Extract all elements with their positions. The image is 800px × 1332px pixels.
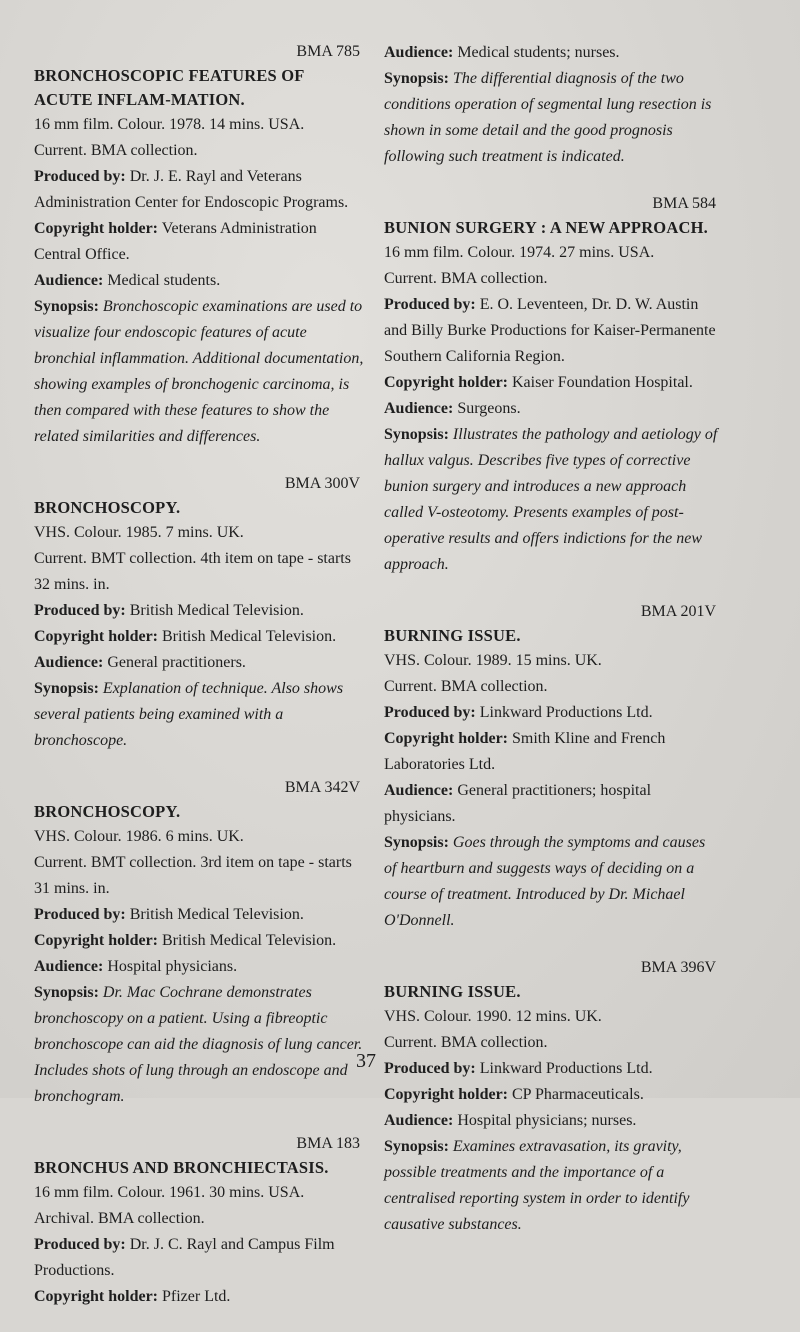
entry-availability: Current. BMA collection. <box>384 1034 548 1051</box>
synopsis-value: Dr. Mac Cochrane demonstrates bronchoscopy on a patient. Using a fibreoptic bronchoscope can aid the diagnosis of lung cancer. Includes shots of lung through an endoscope and bronchogram. <box>34 984 363 1105</box>
audience-value: Medical students. <box>107 272 221 289</box>
synopsis-label: Synopsis: <box>384 426 449 443</box>
produced-by-value: Linkward Productions Ltd. <box>479 704 653 721</box>
audience-label: Audience: <box>384 400 454 417</box>
copyright-label: Copyright holder: <box>34 932 158 949</box>
entry-audience <box>384 40 720 66</box>
entry-audience <box>34 650 364 676</box>
copyright-label: Copyright holder: <box>384 1086 508 1103</box>
entry-title: BUNION SURGERY : A NEW APPROACH. <box>384 218 708 237</box>
produced-by-label: Produced by: <box>384 296 476 313</box>
entry-format: VHS. Colour. 1985. 7 mins. UK. <box>34 524 244 541</box>
entry-title: BRONCHOSCOPIC FEATURES OF ACUTE INFLAM-MATION. <box>34 66 304 109</box>
entry-copyright <box>34 928 364 954</box>
produced-by-value: E. O. Leventeen, Dr. D. W. Austin and Billy Burke Productions for Kaiser-Permanente Southern California Region. <box>384 296 716 365</box>
entry-availability: Current. BMT collection. 3rd item on tape - starts 31 mins. in. <box>34 854 352 897</box>
entry-title: BRONCHOSCOPY. <box>34 498 181 517</box>
audience-label: Audience: <box>384 782 454 799</box>
entry-produced-by <box>384 700 720 726</box>
entry-audience <box>384 396 720 422</box>
copyright-label: Copyright holder: <box>384 374 508 391</box>
entry-synopsis <box>384 830 720 934</box>
copyright-value: Pfizer Ltd. <box>162 1288 231 1305</box>
entry-synopsis <box>384 422 720 578</box>
page-number: 37 <box>356 1050 376 1072</box>
copyright-value: Kaiser Foundation Hospital. <box>512 374 693 391</box>
synopsis-label: Synopsis: <box>384 70 449 87</box>
entry-synopsis <box>34 294 364 450</box>
entry-availability: Current. BMA collection. <box>384 270 548 287</box>
audience-value: Hospital physicians. <box>107 958 238 975</box>
catalogue-entry <box>384 956 720 1238</box>
synopsis-label: Synopsis: <box>34 680 99 697</box>
audience-value: Hospital physicians; nurses. <box>457 1112 637 1129</box>
catalogue-entry <box>384 600 720 934</box>
copyright-label: Copyright holder: <box>34 628 158 645</box>
entry-code: BMA 785 <box>296 43 360 60</box>
synopsis-label: Synopsis: <box>384 834 449 851</box>
produced-by-label: Produced by: <box>384 704 476 721</box>
copyright-label: Copyright holder: <box>34 220 158 237</box>
audience-label: Audience: <box>34 654 104 671</box>
entry-format: VHS. Colour. 1990. 12 mins. UK. <box>384 1008 602 1025</box>
entry-code: BMA 342V <box>284 779 360 796</box>
entry-code: BMA 396V <box>640 959 716 976</box>
entry-produced-by <box>384 1056 720 1082</box>
audience-label: Audience: <box>384 44 454 61</box>
produced-by-label: Produced by: <box>34 1236 126 1253</box>
entry-copyright <box>34 624 364 650</box>
right-column <box>384 40 720 1260</box>
produced-by-label: Produced by: <box>34 602 126 619</box>
entry-format: VHS. Colour. 1989. 15 mins. UK. <box>384 652 602 669</box>
catalogue-entry-continued <box>384 40 720 170</box>
audience-value: General practitioners. <box>107 654 246 671</box>
synopsis-label: Synopsis: <box>384 1138 449 1155</box>
entry-copyright <box>34 216 364 268</box>
entry-code: BMA 300V <box>284 475 360 492</box>
entry-availability: Current. BMA collection. <box>34 142 198 159</box>
synopsis-label: Synopsis: <box>34 984 99 1001</box>
entry-title: BRONCHOSCOPY. <box>34 802 181 821</box>
entry-audience <box>34 268 364 294</box>
produced-by-value: Dr. J. C. Rayl and Campus Film Productions. <box>34 1236 335 1279</box>
entry-title: BURNING ISSUE. <box>384 982 521 1001</box>
entry-title: BURNING ISSUE. <box>384 626 521 645</box>
entry-audience <box>34 954 364 980</box>
catalogue-entry <box>384 192 720 578</box>
entry-format: 16 mm film. Colour. 1961. 30 mins. USA. <box>34 1184 305 1201</box>
entry-format: 16 mm film. Colour. 1974. 27 mins. USA. <box>384 244 655 261</box>
copyright-label: Copyright holder: <box>34 1288 158 1305</box>
synopsis-label: Synopsis: <box>34 298 99 315</box>
entry-produced-by <box>384 292 720 370</box>
entry-produced-by <box>34 164 364 216</box>
produced-by-value: British Medical Television. <box>129 602 304 619</box>
catalogue-entry <box>34 1132 364 1310</box>
synopsis-value: The differential diagnosis of the two conditions operation of segmental lung resection is shown in some detail and the good prognosis following such treatment is indicated. <box>384 70 712 165</box>
audience-value: Medical students; nurses. <box>457 44 620 61</box>
entry-format: 16 mm film. Colour. 1978. 14 mins. USA. <box>34 116 305 133</box>
entry-copyright <box>384 1082 720 1108</box>
catalogue-entry <box>34 472 364 754</box>
synopsis-value: Bronchoscopic examinations are used to visualize four endoscopic features of acute bronchial inflammation. Additional documentation, showing examples of bronchogenic carcinoma, is then compared with these features to show the related similarities and differences. <box>34 298 364 445</box>
entry-copyright <box>384 370 720 396</box>
entry-code: BMA 183 <box>296 1135 360 1152</box>
catalogue-entry <box>34 40 364 450</box>
entry-format: VHS. Colour. 1986. 6 mins. UK. <box>34 828 244 845</box>
copyright-value: British Medical Television. <box>162 932 337 949</box>
produced-by-label: Produced by: <box>34 906 126 923</box>
entry-availability: Current. BMA collection. <box>384 678 548 695</box>
audience-label: Audience: <box>34 272 104 289</box>
audience-value: General practitioners; hospital physicians. <box>384 782 652 825</box>
produced-by-label: Produced by: <box>384 1060 476 1077</box>
entry-audience <box>384 1108 720 1134</box>
entry-synopsis <box>34 980 364 1110</box>
entry-copyright <box>34 1284 364 1310</box>
entry-synopsis <box>384 66 720 170</box>
entry-copyright <box>384 726 720 778</box>
entry-title: BRONCHUS AND BRONCHIECTASIS. <box>34 1158 329 1177</box>
copyright-label: Copyright holder: <box>384 730 508 747</box>
entry-produced-by <box>34 1232 364 1284</box>
entry-code: BMA 584 <box>652 195 716 212</box>
entry-synopsis <box>384 1134 720 1238</box>
entry-produced-by <box>34 902 364 928</box>
copyright-value: CP Pharmaceuticals. <box>512 1086 644 1103</box>
synopsis-value: Explanation of technique. Also shows several patients being examined with a bronchoscope. <box>34 680 344 749</box>
left-column <box>34 40 364 1332</box>
entry-availability: Archival. BMA collection. <box>34 1210 205 1227</box>
audience-value: Surgeons. <box>457 400 521 417</box>
entry-synopsis <box>34 676 364 754</box>
produced-by-label: Produced by: <box>34 168 126 185</box>
entry-audience <box>384 778 720 830</box>
produced-by-value: Linkward Productions Ltd. <box>479 1060 653 1077</box>
copyright-value: British Medical Television. <box>162 628 337 645</box>
audience-label: Audience: <box>384 1112 454 1129</box>
produced-by-value: Dr. J. E. Rayl and Veterans Administration Center for Endoscopic Programs. <box>34 168 349 211</box>
copyright-value: Smith Kline and French Laboratories Ltd. <box>384 730 666 773</box>
synopsis-value: Goes through the symptoms and causes of heartburn and suggests ways of deciding on a course of treatment. Introduced by Dr. Michael O'Donnell. <box>384 834 706 929</box>
synopsis-value: Illustrates the pathology and aetiology of hallux valgus. Describes five types of corrective bunion surgery and introduces a new approach called V-osteotomy. Presents examples of post-operative results and offers indictions for the new approach. <box>384 426 718 573</box>
entry-code: BMA 201V <box>640 603 716 620</box>
entry-availability: Current. BMT collection. 4th item on tape - starts 32 mins. in. <box>34 550 351 593</box>
audience-label: Audience: <box>34 958 104 975</box>
entry-produced-by <box>34 598 364 624</box>
copyright-value: Veterans Administration Central Office. <box>34 220 317 263</box>
catalogue-entry <box>34 776 364 1110</box>
synopsis-value: Examines extravasation, its gravity, possible treatments and the importance of a centralised reporting system in order to identify causative substances. <box>384 1138 690 1233</box>
produced-by-value: British Medical Television. <box>129 906 304 923</box>
